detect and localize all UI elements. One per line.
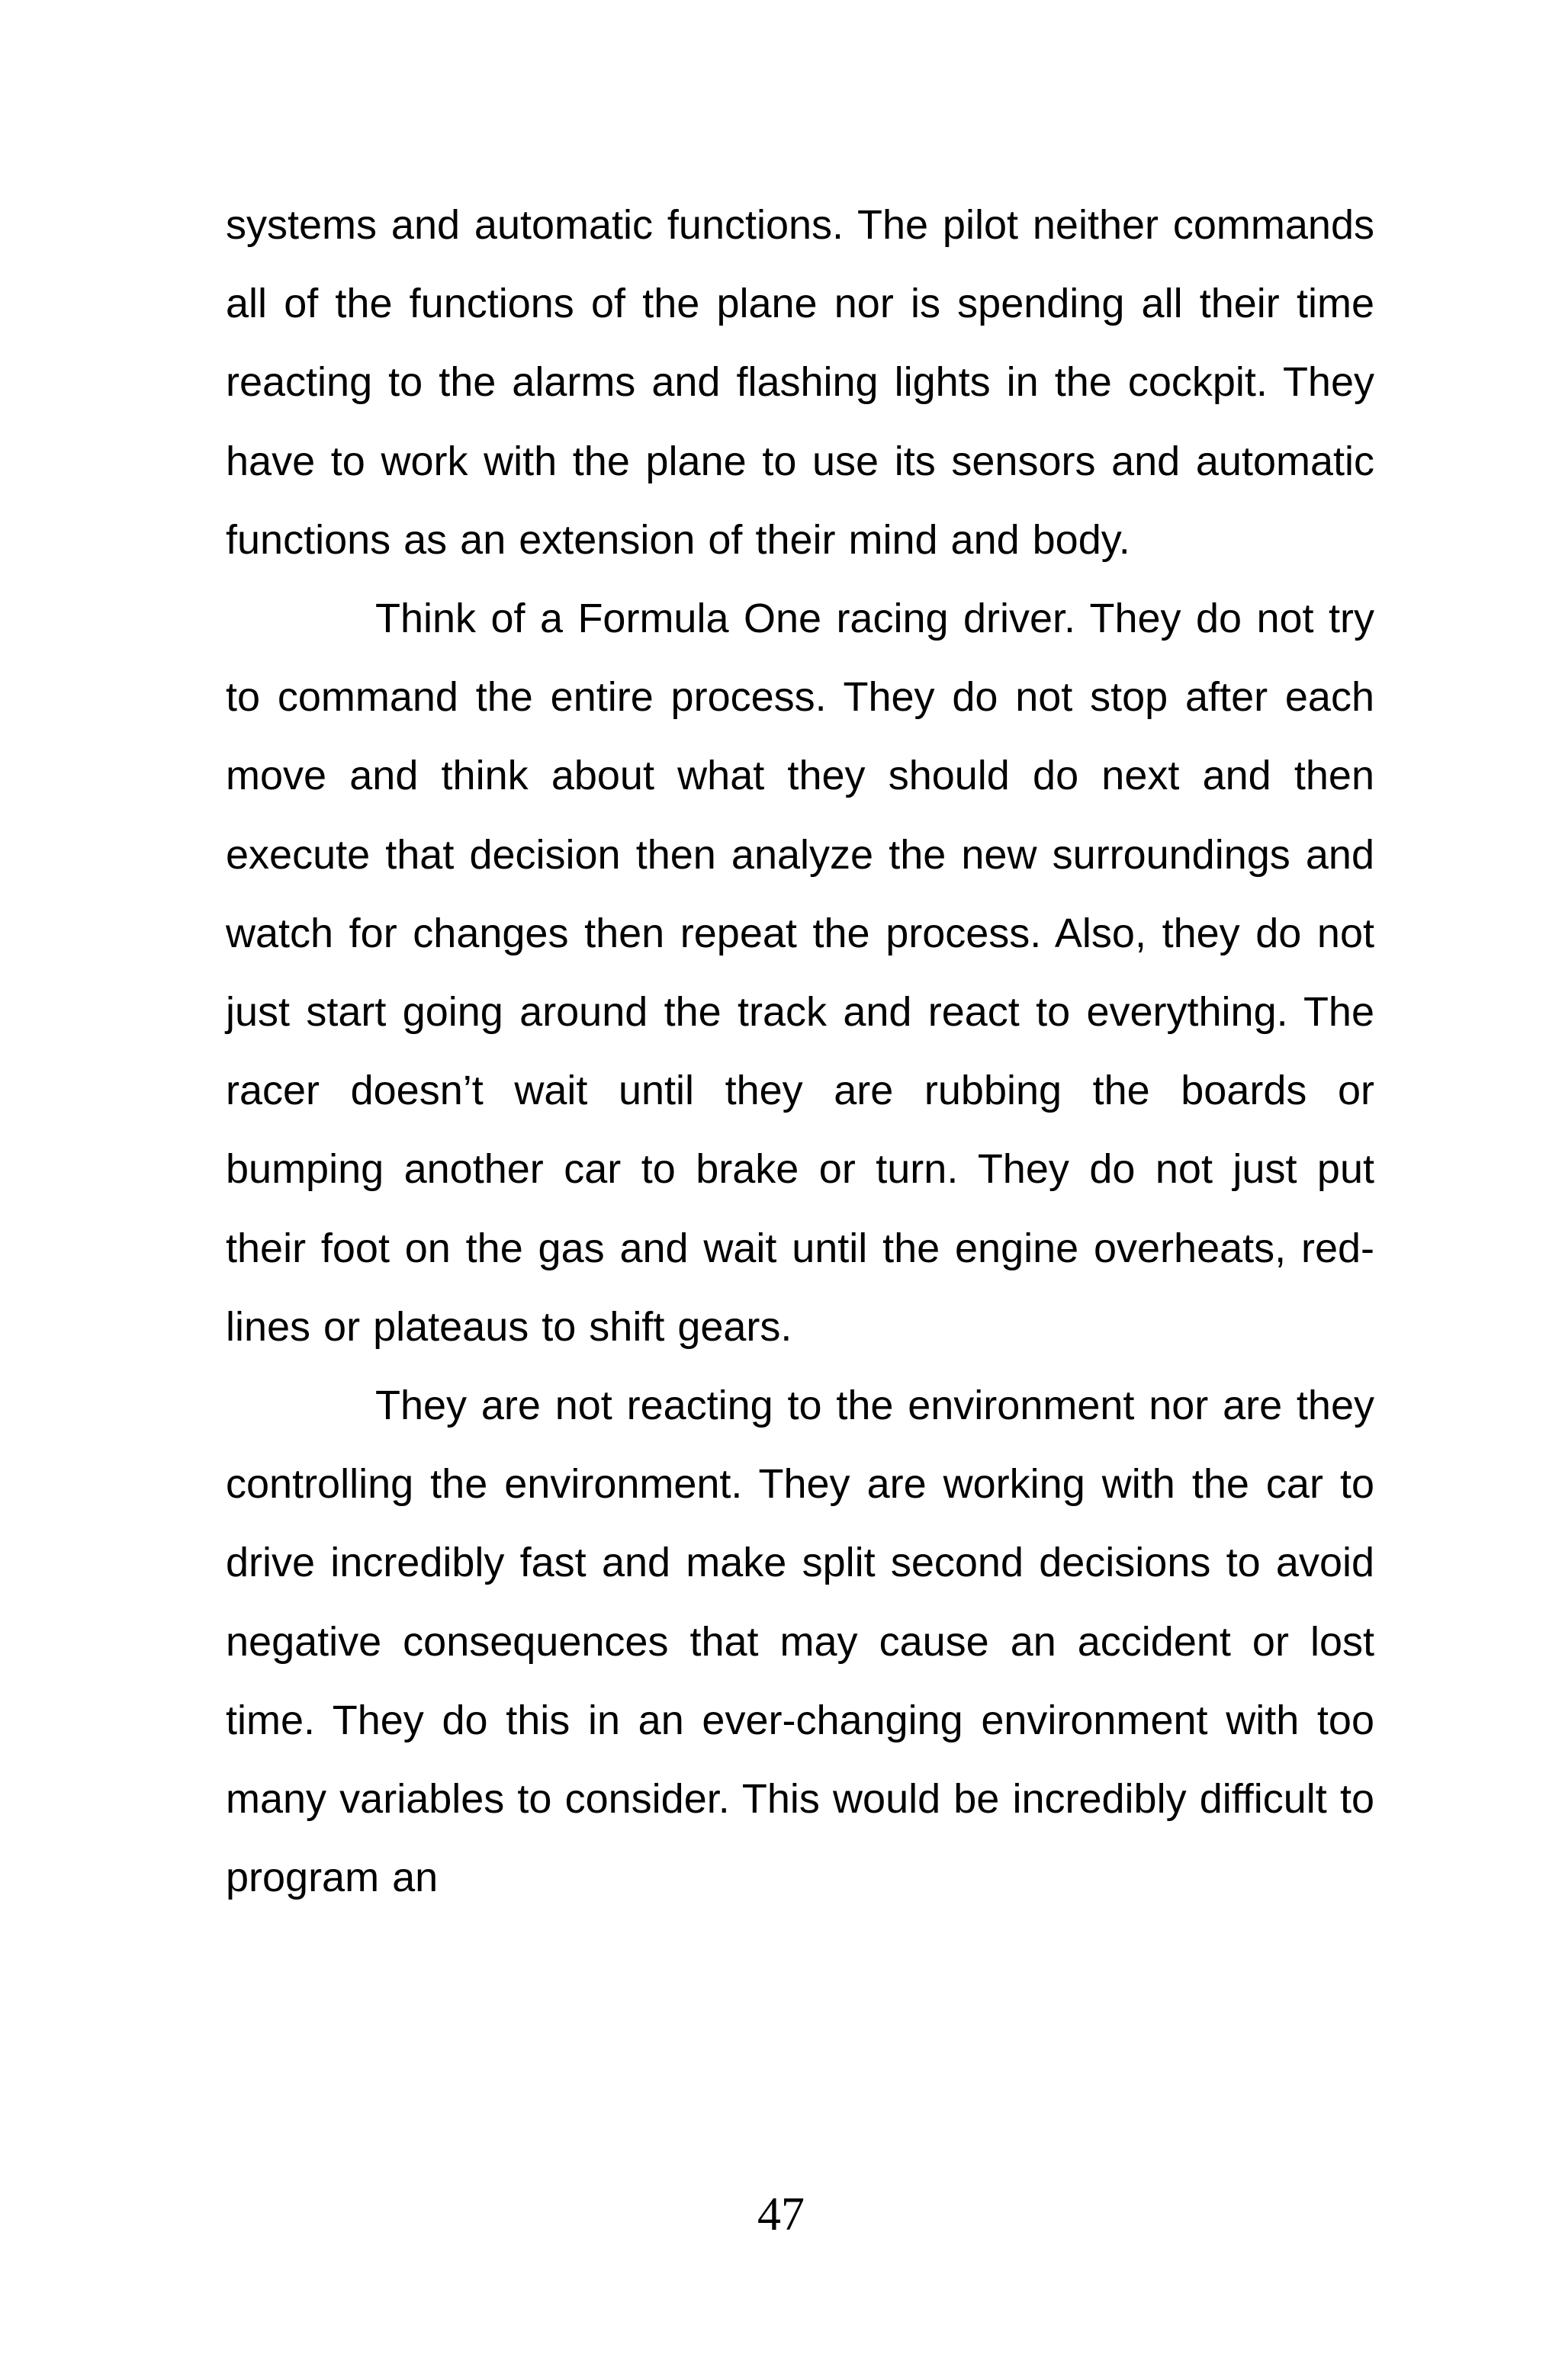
paragraph-2: Think of a Formula One racing driver. They do not try to command the entire process. They do not stop after each move and think about what they should do next and then execute that decision then analyze the new surroundings and watch for changes then repeat the process. Also, they do not just start going around the track and react to everything. The racer doesn’t wait until they are rubbing the boards or bumping another car to brake or turn. They do not just put their foot on the gas and wait until the engine overheats, red-lines or plateaus to shift gears. (226, 596, 1374, 1350)
paragraph-1: systems and automatic functions. The pilot neither commands all of the functions of the plane nor is spending all their time reacting to the alarms and flashing lights in the cockpit. They have to work with the plane to use its sensors and automatic functions as an extension of their mind and body. (226, 202, 1374, 563)
paragraph-3: They are not reacting to the environment nor are they controlling the environment. They are working with the car to drive incredibly fast and make split second decisions to avoid negative consequences that may cause an accident or lost time. They do this in an ever-changing environment with too many variables to consider. This would be incredibly difficult to program an (226, 1383, 1374, 1901)
body-text (226, 186, 1374, 1917)
page-number: 47 (757, 2189, 805, 2240)
